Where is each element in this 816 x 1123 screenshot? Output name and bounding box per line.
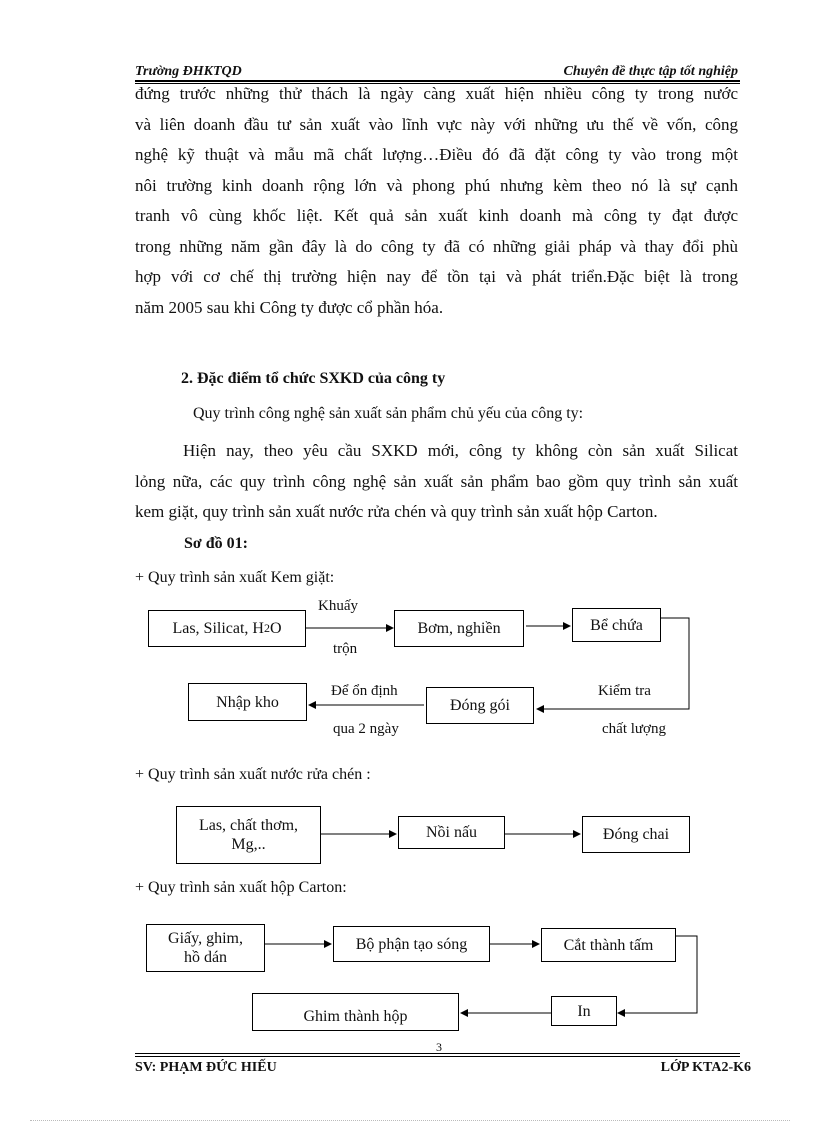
intro-line: hợp với cơ chế thị trường hiện nay để tồn tại và phát triển.Đặc biệt là trong <box>135 267 738 286</box>
intro-line: và liên doanh đầu tư sản xuất vào lĩnh vực này với những ưu thế về vốn, công <box>135 114 738 134</box>
intro-line: đứng trước những thử thách là ngày càng xuất hiện nhiều công ty trong nước <box>135 84 738 103</box>
process3-title: + Quy trình sản xuất hộp Carton: <box>135 879 347 896</box>
footer-student: SV: PHẠM ĐỨC HIẾU <box>135 1060 277 1075</box>
box-wave: Bộ phận tạo sóng <box>333 926 490 962</box>
section-subheading: Quy trình công nghệ sản xuất sản phẩm chủ yếu của công ty: <box>193 405 584 422</box>
box-store: Nhập kho <box>188 683 307 721</box>
process2-title: + Quy trình sản xuất nước rửa chén : <box>135 766 371 783</box>
page-number: 3 <box>436 1040 442 1054</box>
section-heading: 2. Đặc điểm tổ chức SXKD của công ty <box>181 370 446 387</box>
box-kem-input: Las, Silicat, H 2 O <box>148 610 306 647</box>
box-grind: Bơm, nghiền <box>394 610 524 647</box>
footer-rule-2 <box>135 1056 740 1057</box>
page-bottom-dotted-rule <box>30 1120 790 1121</box>
footer-rule <box>135 1053 740 1054</box>
label-stable-2: qua 2 ngày <box>333 721 399 737</box>
footer-class: LỚP KTA2-K6 <box>660 1060 751 1075</box>
label-mix-2: trộn <box>333 641 358 657</box>
box-print: In <box>551 996 617 1026</box>
intro-line: tranh vô cùng khốc liệt. Kết quả sản xuất kinh doanh mà công ty đạt được <box>135 206 738 225</box>
intro-line: năm 2005 sau khi Công ty được cổ phần hóa. <box>135 297 444 317</box>
box-carton-input: Giấy, ghim, hồ dán <box>146 924 265 972</box>
box-cook: Nồi nấu <box>398 816 505 849</box>
label-stable-1: Để ổn định <box>331 683 398 699</box>
box-rinse-input: Las, chất thơm, Mg,.. <box>176 806 321 864</box>
header-title: Chuyên đề thực tập tốt nghiệp <box>563 64 738 79</box>
box-bottle: Đóng chai <box>582 816 690 853</box>
box-staple: Ghim thành hộp <box>252 993 459 1031</box>
intro-line: trong những năm gần đây là do công ty đã có những giải pháp và thay đổi phù <box>135 236 738 256</box>
box-pack: Đóng gói <box>426 687 534 724</box>
box-cut: Cắt thành tấm <box>541 928 676 962</box>
intro-line: nôi trường kinh doanh rộng lớn và phong phú nhưng kèm theo nó là sự cạnh <box>135 175 738 195</box>
body-line: kem giặt, quy trình sản xuất nước rửa chén và quy trình sản xuất hộp Carton. <box>135 502 658 521</box>
body-line: lỏng nữa, các quy trình công nghệ sản xuất sản phẩm bao gồm quy trình sản xuất <box>135 471 738 491</box>
diagram-title: Sơ đồ 01: <box>184 535 248 552</box>
label-check-1: Kiểm tra <box>598 683 651 699</box>
intro-line: nghệ kỹ thuật và mẫu mã chất lượng…Điều đó đã đặt công ty vào trong một <box>135 145 738 164</box>
process1-title: + Quy trình sản xuất Kem giặt: <box>135 569 335 586</box>
label-check-2: chất lượng <box>602 721 666 737</box>
box-tank: Bể chứa <box>572 608 661 642</box>
label-mix-1: Khuấy <box>318 598 358 614</box>
header-school: Trường ĐHKTQD <box>135 64 242 79</box>
body-line: Hiện nay, theo yêu cầu SXKD mới, công ty không còn sản xuất Silicat <box>183 441 738 460</box>
